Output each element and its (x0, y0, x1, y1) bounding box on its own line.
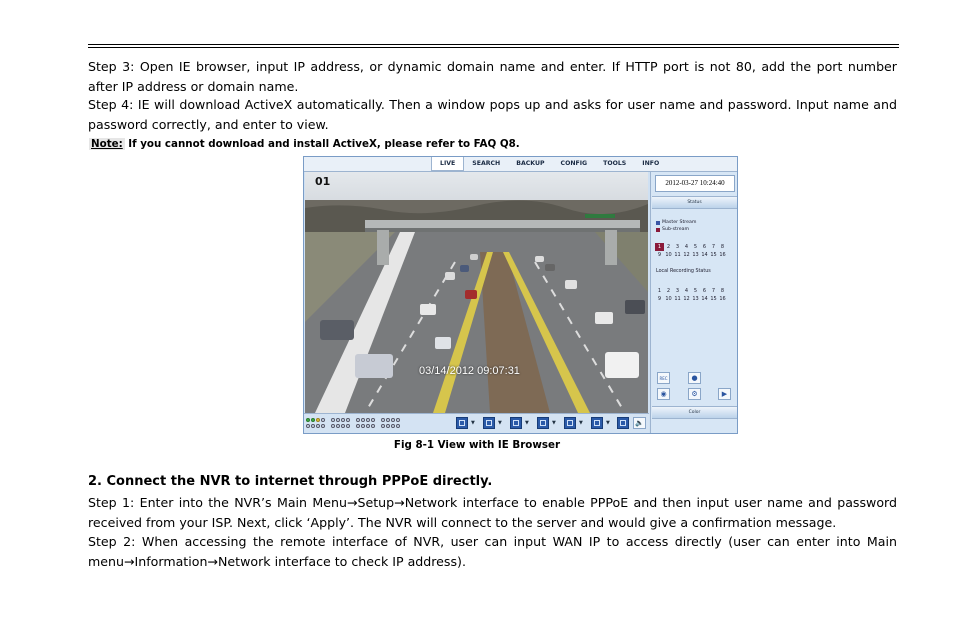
snapshot-button[interactable] (657, 388, 670, 400)
channel-cell: 1 (655, 243, 664, 251)
channel-status-grid (655, 243, 727, 259)
channel-cell: 5 (693, 288, 698, 294)
dropdown-arrow-icon: ▼ (579, 420, 583, 426)
channel-cell: 7 (711, 288, 716, 294)
tab-info[interactable]: INFO (642, 160, 660, 167)
layout-8-button[interactable] (537, 417, 549, 429)
local-recording-label: Local Recording Status (656, 269, 711, 274)
menu-bar (304, 157, 737, 172)
sub-stream-legend (656, 227, 689, 232)
channel-cell: 11 (674, 296, 681, 302)
channel-cell: 6 (702, 244, 707, 250)
channel-indicator-icon[interactable] (381, 418, 385, 422)
channel-cell: 15 (710, 296, 717, 302)
ie-browser-screenshot (303, 156, 738, 434)
channel-indicator-icon[interactable] (366, 424, 370, 428)
tab-search[interactable]: SEARCH (472, 160, 501, 167)
channel-indicator-icon[interactable] (346, 424, 350, 428)
tab-tools[interactable]: TOOLS (603, 160, 627, 167)
channel-indicator-icon[interactable] (361, 424, 365, 428)
person-icon: ● (691, 374, 698, 382)
channel-cell: 14 (701, 296, 708, 302)
channel-indicator-icon[interactable] (336, 418, 340, 422)
sub-stream-label: Sub-stream (662, 227, 690, 232)
channel-indicator-icon[interactable] (306, 418, 310, 422)
channel-cell: 8 (720, 288, 725, 294)
color-header: Color (652, 406, 737, 419)
play-icon: ▶ (721, 390, 728, 398)
channel-indicator-icon[interactable] (346, 418, 350, 422)
play-button[interactable] (718, 388, 731, 400)
datetime-display: 2012-03-27 10:24:40 (655, 175, 735, 192)
tab-config[interactable]: CONFIG (560, 160, 588, 167)
channel-indicator-icon[interactable] (341, 418, 345, 422)
channel-indicator-icon[interactable] (316, 424, 320, 428)
dropdown-arrow-icon: ▼ (606, 420, 610, 426)
channel-cell: 3 (675, 244, 680, 250)
layout-16-button[interactable] (617, 417, 629, 429)
channel-cell: 15 (710, 252, 717, 258)
audio-button[interactable] (633, 417, 646, 429)
remote-record-button[interactable] (688, 372, 701, 384)
channel-cell: 8 (720, 244, 725, 250)
layout-1-button[interactable] (456, 417, 468, 429)
channel-indicator-icon[interactable] (321, 424, 325, 428)
channel-indicator-icon[interactable] (366, 418, 370, 422)
header-rule (88, 44, 899, 45)
live-video[interactable] (305, 172, 648, 413)
channel-indicator-icon[interactable] (321, 418, 325, 422)
local-recording-grid (655, 287, 727, 303)
layout-6-button[interactable] (510, 417, 522, 429)
channel-cell: 16 (719, 252, 726, 258)
channel-cell: 6 (702, 288, 707, 294)
channel-indicator-icon[interactable] (396, 424, 400, 428)
channel-indicator-icon[interactable] (311, 418, 315, 422)
channel-indicator-icon[interactable] (386, 418, 390, 422)
channel-cell: 16 (719, 296, 726, 302)
step1-paragraph: Step 1: Enter into the NVR’s Main Menu→Setup→Network interface to enable PPPoE and then input user name and password received from your ISP. Next, click ‘Apply’. The NVR will connect to the server and would give a confirmation message. (88, 495, 897, 530)
channel-indicator-icon[interactable] (311, 424, 315, 428)
channel-indicator-icon[interactable] (341, 424, 345, 428)
step2-paragraph: Step 2: When accessing the remote interface of NVR, user can input WAN IP to access directly (user can enter into Main menu→Information→Network interface to check IP address). (88, 534, 897, 569)
channel-cell: 13 (692, 296, 699, 302)
channel-cell: 13 (692, 252, 699, 258)
layout-13-button[interactable] (591, 417, 603, 429)
master-stream-swatch (656, 221, 660, 225)
note-label: Note: (91, 138, 123, 150)
channel-indicator-icon[interactable] (371, 424, 375, 428)
channel-indicator-icon[interactable] (331, 418, 335, 422)
channel-cell: 4 (684, 244, 689, 250)
channel-cell: 9 (657, 296, 662, 302)
section-heading: 2. Connect the NVR to internet through PPPoE directly. (88, 474, 493, 489)
channel-indicator-icon[interactable] (356, 418, 360, 422)
channel-cell: 14 (701, 252, 708, 258)
video-timestamp: 03/14/2012 09:07:31 (419, 365, 520, 377)
gear-icon: ⚙ (691, 390, 698, 398)
header-rule-2 (88, 47, 899, 48)
channel-indicator-icon[interactable] (331, 424, 335, 428)
speaker-icon: 🔈 (635, 419, 644, 427)
record-button[interactable] (657, 372, 670, 384)
figure-caption: Fig 8-1 View with IE Browser (393, 439, 561, 451)
master-stream-label: Master Stream (662, 220, 697, 225)
dropdown-arrow-icon: ▼ (525, 420, 529, 426)
channel-cell: 4 (684, 288, 689, 294)
sub-stream-swatch (656, 228, 660, 232)
channel-indicator-icon[interactable] (336, 424, 340, 428)
settings-button[interactable] (688, 388, 701, 400)
spacer (351, 423, 355, 429)
channel-cell: 2 (666, 288, 671, 294)
channel-number: 01 (315, 175, 331, 188)
camera-icon: ◉ (660, 390, 667, 398)
tab-strip (431, 157, 667, 171)
layout-4-button[interactable] (483, 417, 495, 429)
status-header: Status (652, 196, 737, 209)
master-stream-legend (656, 220, 696, 225)
spacer (326, 423, 330, 429)
channel-indicator-icon[interactable] (371, 418, 375, 422)
channel-cell: 10 (665, 252, 672, 258)
channel-indicator-icon[interactable] (391, 424, 395, 428)
dropdown-arrow-icon: ▼ (498, 420, 502, 426)
step4-paragraph: Step 4: IE will download ActiveX automatically. Then a window pops up and asks for user name and password. Input name and password correctly, and enter to view. (88, 97, 897, 132)
channel-indicator-icon[interactable] (361, 418, 365, 422)
channel-cell: 1 (657, 288, 662, 294)
channel-cell: 7 (711, 244, 716, 250)
channel-indicator-icon[interactable] (381, 424, 385, 428)
note (89, 137, 520, 151)
note-text: If you cannot download and install ActiveX, please refer to FAQ Q8. (124, 138, 520, 150)
channel-indicator-icon[interactable] (391, 418, 395, 422)
channel-cell: 5 (693, 244, 698, 250)
channel-cell: 2 (666, 244, 671, 250)
tab-live[interactable]: LIVE (431, 157, 464, 171)
channel-cell: 11 (674, 252, 681, 258)
record-label: REC (659, 375, 668, 381)
dropdown-arrow-icon: ▼ (552, 420, 556, 426)
channel-cell: 10 (665, 296, 672, 302)
layout-9-button[interactable] (564, 417, 576, 429)
channel-indicator-icon[interactable] (316, 418, 320, 422)
channel-cell: 3 (675, 288, 680, 294)
channel-cell: 12 (683, 296, 690, 302)
channel-cell: 9 (657, 252, 662, 258)
bottom-toolbar (304, 413, 649, 434)
channel-indicator-icon[interactable] (396, 418, 400, 422)
channel-indicator-icon[interactable] (356, 424, 360, 428)
tab-backup[interactable]: BACKUP (516, 160, 545, 167)
channel-cell: 12 (683, 252, 690, 258)
channel-indicators (306, 417, 401, 429)
spacer (376, 423, 380, 429)
dropdown-arrow-icon: ▼ (471, 420, 475, 426)
side-panel (650, 172, 738, 434)
step3-paragraph: Step 3: Open IE browser, input IP address, or dynamic domain name and enter. If HTTP port is not 80, add the port number after IP address or domain name. (88, 59, 897, 94)
channel-indicator-icon[interactable] (306, 424, 310, 428)
channel-indicator-icon[interactable] (386, 424, 390, 428)
